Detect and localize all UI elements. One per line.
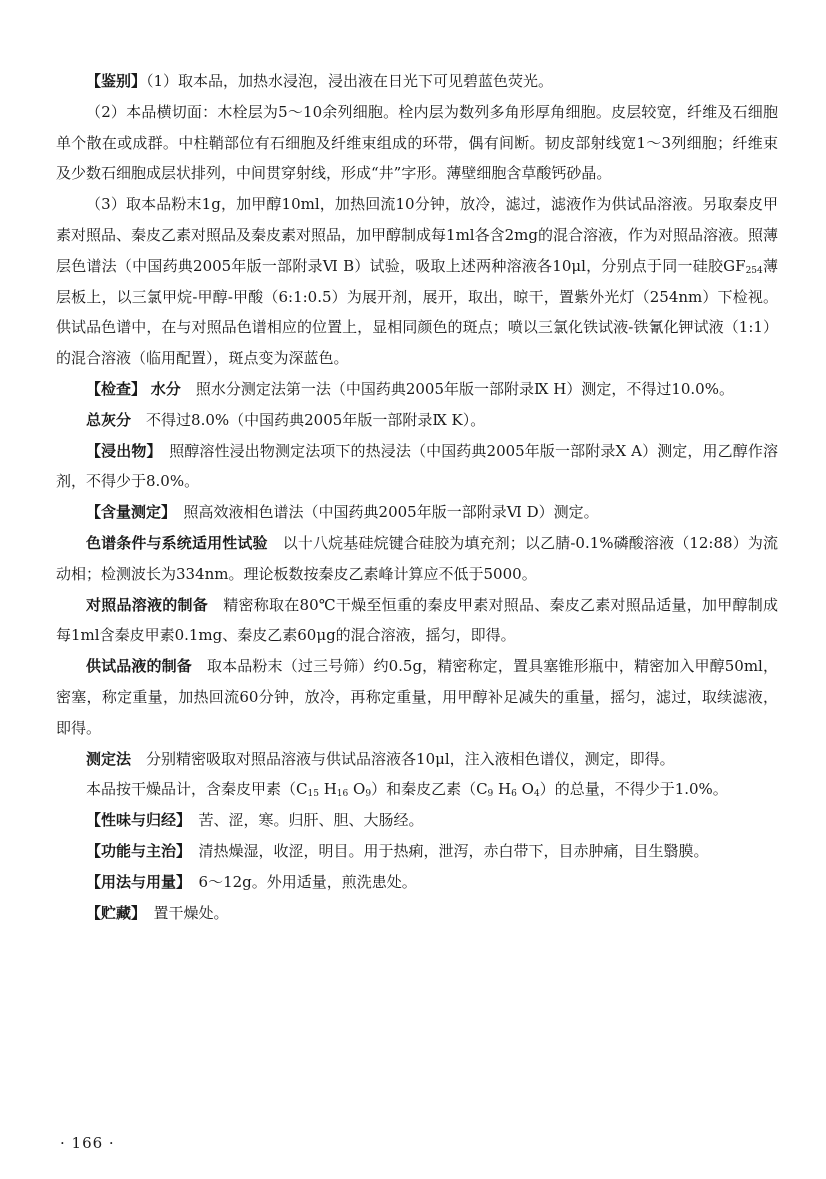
page-body [56, 66, 778, 928]
chromatography-paragraph [56, 528, 778, 590]
ash-text: 不得过8.0%（中国药典2005年版一部附录Ⅸ K）。 [146, 410, 486, 429]
page-number: · 166 · [60, 1134, 115, 1152]
identification-paragraph-2: （2）本品横切面：木栓层为5～10余列细胞。栓内层为数列多角形厚角细胞。皮层较宽，纤维及石细胞单个散在或成群。中柱鞘部位有石细胞及纤维束组成的环带，偶有间断。韧皮部射线宽1～3列细胞；纤维束及少数石细胞成层状排列，中间贯穿射线，形成“井”字形。薄壁细胞含草酸钙砂晶。 [56, 102, 778, 183]
formula1-o: O [348, 780, 366, 799]
identification-text-3a: （3）取本品粉末1g，加甲醇10ml，加热回流10分钟，放冷，滤过，滤液作为供试品溶液。另取秦皮甲素对照品、秦皮乙素对照品及秦皮素对照品，加甲醇制成每1ml各含2mg的混合溶液，作为对照品溶液。照薄层色谱法（中国药典2005年版一部附录Ⅵ B）试验，吸取上述两种溶液各10μl，分别点于同一硅胶GF [56, 195, 778, 275]
content-limit-paragraph [56, 774, 778, 805]
identification-paragraph-1 [56, 66, 778, 97]
usage-text: 6～12g。外用适量，煎洗患处。 [198, 872, 417, 891]
extract-text: 照醇溶性浸出物测定法项下的热浸法（中国药典2005年版一部附录Ⅹ A）测定，用乙醇作溶剂，不得少于8.0%。 [56, 441, 778, 491]
extract-heading: 【浸出物】 [86, 441, 155, 460]
formula1-sub-o: 9 [365, 789, 372, 800]
reference-solution-paragraph [56, 590, 778, 652]
nature-paragraph [56, 805, 778, 836]
chromatography-label: 色谱条件与系统适用性试验 [86, 533, 268, 552]
usage-heading: 【用法与用量】 [86, 872, 184, 891]
formula1-sub-c: 15 [307, 789, 319, 800]
gf-subscript: 254 [745, 265, 763, 276]
usage-paragraph [56, 867, 778, 898]
content-text-mid: ）和秦皮乙素（C [371, 780, 488, 799]
formula1-h: H [318, 780, 337, 799]
identification-text-1: （1）取本品，加热水浸泡，浸出液在日光下可见碧蓝色荧光。 [146, 72, 554, 90]
identification-heading: 【鉴别】 [86, 72, 147, 90]
formula2-o: O [516, 780, 534, 799]
inspection-heading: 【检查】 [86, 379, 147, 398]
ash-label: 总灰分 [86, 410, 132, 429]
formula1-sub-h: 16 [336, 789, 349, 800]
water-text: 照水分测定法第一法（中国药典2005年版一部附录Ⅸ H）测定，不得过10.0%。 [195, 379, 734, 398]
formula2-sub-c: 9 [487, 789, 494, 800]
method-label: 测定法 [86, 749, 132, 768]
reference-solution-text: 精密称取在80℃干燥至恒重的秦皮甲素对照品、秦皮乙素对照品适量，加甲醇制成每1ml含秦皮甲素0.1mg、秦皮乙素60μg的混合溶液，摇匀，即得。 [56, 595, 778, 645]
sample-solution-text: 取本品粉末（过三号筛）约0.5g，精密称定，置具塞锥形瓶中，精密加入甲醇50ml，密塞，称定重量，加热回流60分钟，放冷，再称定重量，用甲醇补足减失的重量，摇匀，滤过，取续滤液，即得。 [56, 657, 778, 737]
nature-heading: 【性味与归经】 [86, 811, 184, 830]
assay-paragraph [56, 497, 778, 528]
assay-text: 照高效液相色谱法（中国药典2005年版一部附录Ⅵ D）测定。 [183, 503, 599, 522]
content-text-post: ）的总量，不得少于1.0%。 [539, 780, 728, 799]
water-label: 水分 [150, 379, 181, 398]
storage-heading: 【贮藏】 [86, 903, 139, 922]
reference-solution-label: 对照品溶液的制备 [86, 595, 209, 614]
identification-text-3b: 薄层板上，以三氯甲烷-甲醇-甲酸（6:1:0.5）为展开剂，展开，取出，晾干，置紫外光灯（254nm）下检视。供试品色谱中，在与对照品色谱相应的位置上，显相同颜色的斑点；喷以三氯化铁试液-铁氰化钾试液（1:1）的混合溶液（临用配置），斑点变为深蓝色。 [56, 256, 778, 368]
inspection-paragraph [56, 374, 778, 405]
ash-paragraph [56, 405, 778, 436]
sample-solution-label: 供试品液的制备 [86, 657, 192, 676]
function-paragraph [56, 836, 778, 867]
function-heading: 【功能与主治】 [86, 841, 184, 860]
formula2-h: H [493, 780, 512, 799]
chromatography-text: 以十八烷基硅烷键合硅胶为填充剂；以乙腈-0.1%磷酸溶液（12:88）为流动相；检测波长为334nm。理论板数按秦皮乙素峰计算应不低于5000。 [56, 533, 778, 583]
assay-heading: 【含量测定】 [86, 503, 169, 522]
formula2-sub-h: 6 [511, 789, 517, 800]
method-paragraph [56, 744, 778, 775]
extract-paragraph [56, 436, 778, 498]
function-text: 清热燥湿，收涩，明目。用于热痢，泄泻，赤白带下，目赤肿痛，目生翳膜。 [198, 841, 709, 860]
nature-text: 苦、涩，寒。归肝、胆、大肠经。 [198, 811, 424, 830]
sample-solution-paragraph [56, 651, 778, 743]
method-text: 分别精密吸取对照品溶液与供试品溶液各10μl，注入液相色谱仪，测定，即得。 [146, 749, 675, 768]
content-text-pre: 本品按干燥品计，含秦皮甲素（C [86, 780, 308, 799]
formula2-sub-o: 4 [533, 789, 540, 800]
storage-paragraph [56, 898, 778, 929]
storage-text: 置干燥处。 [153, 903, 229, 922]
identification-paragraph-3 [56, 189, 778, 374]
